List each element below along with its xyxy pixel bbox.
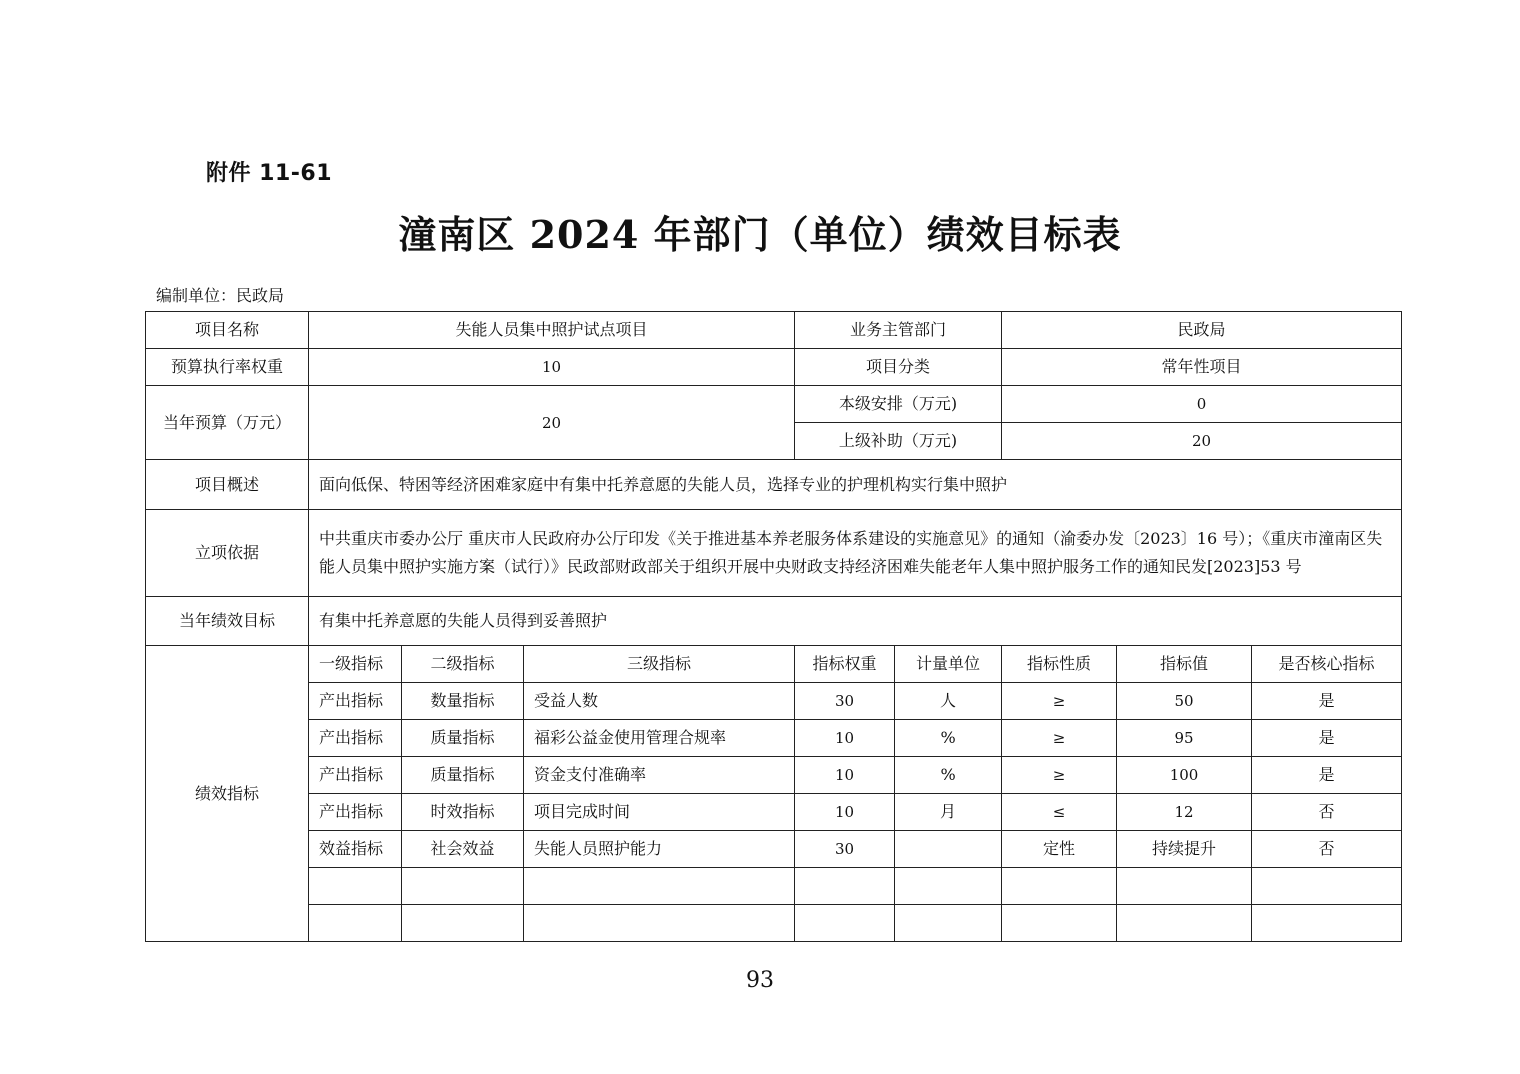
project-name-label: 项目名称 — [146, 312, 309, 349]
indicator-core: 否 — [1252, 794, 1402, 831]
empty-cell — [1117, 868, 1252, 905]
indicator-weight: 30 — [795, 831, 895, 868]
header-core: 是否核心指标 — [1252, 646, 1402, 683]
empty-cell — [524, 868, 795, 905]
indicator-row — [146, 831, 1402, 868]
compiling-unit: 编制单位：民政局 — [156, 286, 285, 305]
indicator-level1: 产出指标 — [309, 794, 402, 831]
empty-cell — [895, 868, 1002, 905]
indicator-level3: 福彩公益金使用管理合规率 — [524, 720, 795, 757]
indicator-row — [146, 757, 1402, 794]
category-label: 项目分类 — [795, 349, 1002, 386]
category-value: 常年性项目 — [1002, 349, 1402, 386]
empty-indicator-row — [146, 868, 1402, 905]
indicator-level3: 项目完成时间 — [524, 794, 795, 831]
indicator-unit — [895, 831, 1002, 868]
indicator-level3: 失能人员照护能力 — [524, 831, 795, 868]
empty-cell — [1117, 905, 1252, 942]
indicator-unit: % — [895, 757, 1002, 794]
indicator-level2: 数量指标 — [402, 683, 524, 720]
header-level2: 二级指标 — [402, 646, 524, 683]
document-title: 潼南区 2024 年部门（单位）绩效目标表 — [398, 212, 1122, 257]
goal-value: 有集中托养意愿的失能人员得到妥善照护 — [309, 597, 1402, 646]
indicator-nature: ≥ — [1002, 683, 1117, 720]
local-budget-value: 0 — [1002, 386, 1402, 423]
indicator-core: 是 — [1252, 720, 1402, 757]
indicator-value: 持续提升 — [1117, 831, 1252, 868]
overview-label: 项目概述 — [146, 460, 309, 510]
indicator-level2: 质量指标 — [402, 720, 524, 757]
indicator-value: 12 — [1117, 794, 1252, 831]
empty-cell — [402, 868, 524, 905]
header-nature: 指标性质 — [1002, 646, 1117, 683]
budget-value: 20 — [309, 386, 795, 460]
indicator-core: 是 — [1252, 757, 1402, 794]
indicators-label: 绩效指标 — [146, 646, 309, 942]
empty-cell — [895, 905, 1002, 942]
indicator-value: 50 — [1117, 683, 1252, 720]
empty-cell — [795, 868, 895, 905]
weight-value: 10 — [309, 349, 795, 386]
indicator-unit: 人 — [895, 683, 1002, 720]
indicator-level1: 效益指标 — [309, 831, 402, 868]
indicator-level2: 质量指标 — [402, 757, 524, 794]
basis-value: 中共重庆市委办公厅 重庆市人民政府办公厅印发《关于推进基本养老服务体系建设的实施意见》的通知（渝委办发〔2023〕16 号）；《重庆市潼南区失能人员集中照护实施方案（试行）》民政部财政部关于组织开展中央财政支持经济困难失能老年人集中照护服务工作的通知民发[2023]53 号 — [309, 510, 1402, 597]
indicator-level2: 社会效益 — [402, 831, 524, 868]
page-number: 93 — [746, 968, 774, 993]
indicator-nature: ≥ — [1002, 720, 1117, 757]
indicator-weight: 10 — [795, 720, 895, 757]
empty-cell — [1252, 868, 1402, 905]
indicator-value: 100 — [1117, 757, 1252, 794]
indicator-nature: 定性 — [1002, 831, 1117, 868]
header-unit: 计量单位 — [895, 646, 1002, 683]
header-level1: 一级指标 — [309, 646, 402, 683]
upper-subsidy-label: 上级补助（万元) — [795, 423, 1002, 460]
indicator-level3: 资金支付准确率 — [524, 757, 795, 794]
indicator-weight: 10 — [795, 757, 895, 794]
header-level3: 三级指标 — [524, 646, 795, 683]
indicator-level1: 产出指标 — [309, 720, 402, 757]
indicator-core: 否 — [1252, 831, 1402, 868]
indicator-level1: 产出指标 — [309, 757, 402, 794]
indicator-level2: 时效指标 — [402, 794, 524, 831]
indicator-unit: % — [895, 720, 1002, 757]
indicator-row — [146, 720, 1402, 757]
basis-label: 立项依据 — [146, 510, 309, 597]
attachment-label: 附件 11-61 — [206, 161, 333, 186]
weight-label: 预算执行率权重 — [146, 349, 309, 386]
empty-cell — [795, 905, 895, 942]
header-value: 指标值 — [1117, 646, 1252, 683]
empty-indicator-row — [146, 905, 1402, 942]
indicator-core: 是 — [1252, 683, 1402, 720]
empty-cell — [524, 905, 795, 942]
empty-cell — [1002, 905, 1117, 942]
dept-value: 民政局 — [1002, 312, 1402, 349]
indicator-weight: 30 — [795, 683, 895, 720]
indicator-nature: ≥ — [1002, 757, 1117, 794]
indicator-row — [146, 794, 1402, 831]
dept-label: 业务主管部门 — [795, 312, 1002, 349]
indicator-unit: 月 — [895, 794, 1002, 831]
budget-label: 当年预算（万元） — [146, 386, 309, 460]
empty-cell — [309, 905, 402, 942]
overview-value: 面向低保、特困等经济困难家庭中有集中托养意愿的失能人员，选择专业的护理机构实行集中照护 — [309, 460, 1402, 510]
upper-subsidy-value: 20 — [1002, 423, 1402, 460]
local-budget-label: 本级安排（万元) — [795, 386, 1002, 423]
indicator-value: 95 — [1117, 720, 1252, 757]
goal-label: 当年绩效目标 — [146, 597, 309, 646]
indicator-nature: ≤ — [1002, 794, 1117, 831]
empty-cell — [1252, 905, 1402, 942]
performance-table — [145, 311, 1402, 942]
indicator-weight: 10 — [795, 794, 895, 831]
empty-cell — [402, 905, 524, 942]
indicator-level1: 产出指标 — [309, 683, 402, 720]
indicator-row — [146, 683, 1402, 720]
header-weight: 指标权重 — [795, 646, 895, 683]
empty-cell — [1002, 868, 1117, 905]
empty-cell — [309, 868, 402, 905]
project-name-value: 失能人员集中照护试点项目 — [309, 312, 795, 349]
indicator-level3: 受益人数 — [524, 683, 795, 720]
